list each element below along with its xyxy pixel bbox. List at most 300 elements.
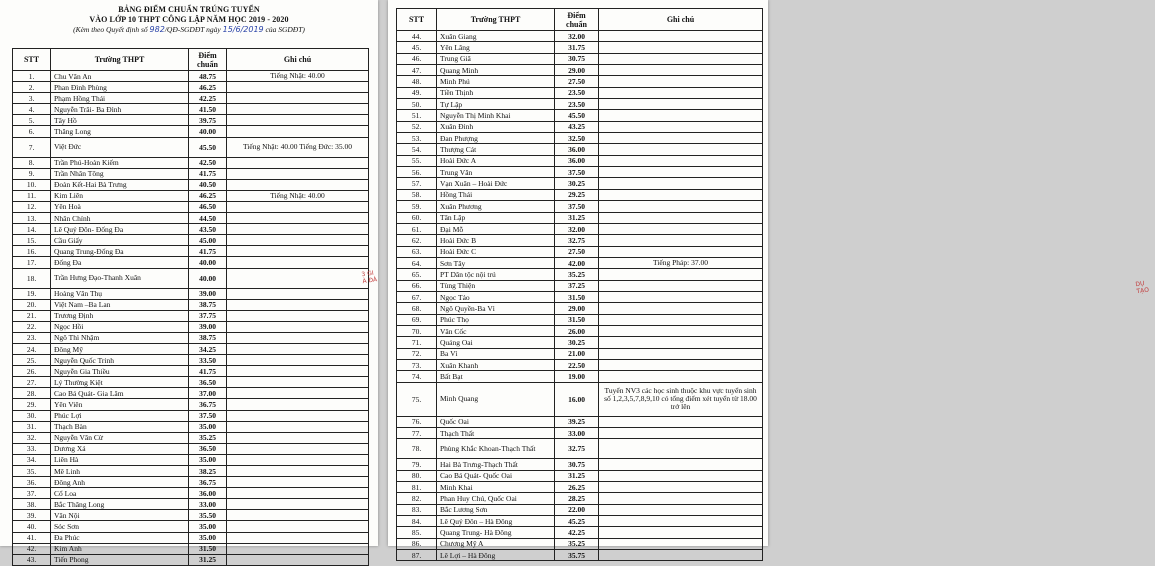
note-cell: [227, 366, 369, 377]
school-name: Thạch Thất: [437, 428, 555, 439]
school-name: Cổ Loa: [51, 488, 189, 499]
cutoff-score: 37.50: [189, 410, 227, 421]
row-number: 76.: [397, 416, 437, 427]
note-cell: [227, 477, 369, 488]
table-row: [13, 268, 369, 288]
cutoff-score: 40.50: [189, 179, 227, 190]
note-cell: [227, 104, 369, 115]
table-row: [13, 157, 369, 168]
row-number: 21.: [13, 310, 51, 321]
table-row: [13, 355, 369, 366]
note-cell: [227, 388, 369, 399]
note-cell: Tuyển NV3 các học sinh thuộc khu vực tuyển sinh số 1,2,3,5,7,8,9,10 có tổng điểm xét tuyển từ 18.00 trở lên: [599, 382, 763, 416]
note-cell: [227, 355, 369, 366]
note-cell: [599, 133, 763, 144]
row-number: 6.: [13, 126, 51, 137]
row-number: 2.: [13, 82, 51, 93]
table-row: [13, 168, 369, 179]
note-cell: [227, 82, 369, 93]
cutoff-score: 34.25: [189, 343, 227, 354]
row-number: 24.: [13, 343, 51, 354]
cutoff-score: 45.50: [189, 137, 227, 157]
row-number: 62.: [397, 235, 437, 246]
row-number: 44.: [397, 31, 437, 42]
row-number: 41.: [13, 532, 51, 543]
table-row: [397, 359, 763, 370]
note-cell: [227, 168, 369, 179]
note-cell: [599, 223, 763, 234]
table-row: [397, 201, 763, 212]
row-number: 45.: [397, 42, 437, 53]
score-table-left: [12, 48, 369, 566]
table-row: [13, 454, 369, 465]
table-row: [397, 133, 763, 144]
cutoff-score: 31.75: [555, 42, 599, 53]
school-name: Thăng Long: [51, 126, 189, 137]
row-number: 75.: [397, 382, 437, 416]
table-row: [13, 321, 369, 332]
school-name: Hoài Đức C: [437, 246, 555, 257]
school-name: Tiền Thịnh: [437, 87, 555, 98]
school-name: Vân Nội: [51, 510, 189, 521]
note-cell: [599, 246, 763, 257]
school-name: Dương Xá: [51, 443, 189, 454]
row-number: 33.: [13, 443, 51, 454]
note-cell: [599, 550, 763, 561]
table-row: [397, 167, 763, 178]
school-name: Hoàng Văn Thụ: [51, 288, 189, 299]
note-cell: [599, 178, 763, 189]
cutoff-score: 35.00: [189, 421, 227, 432]
cutoff-score: 29.25: [555, 189, 599, 200]
school-name: Mê Linh: [51, 466, 189, 477]
school-name: Hồng Thái: [437, 189, 555, 200]
table-row: [13, 310, 369, 321]
red-stamp-fragment-right: DỤ TẠO: [1135, 280, 1150, 296]
score-table-right: [396, 8, 763, 561]
table-row: [13, 115, 369, 126]
note-cell: [599, 269, 763, 280]
note-cell: [599, 482, 763, 493]
school-name: Cao Bá Quát- Quốc Oai: [437, 470, 555, 481]
school-name: Đông Mỹ: [51, 343, 189, 354]
cutoff-score: 21.00: [555, 348, 599, 359]
school-name: Trung Giã: [437, 53, 555, 64]
note-cell: [599, 87, 763, 98]
note-cell: [599, 314, 763, 325]
cutoff-score: 35.75: [555, 550, 599, 561]
note-cell: [227, 521, 369, 532]
school-name: Bắc Lương Sơn: [437, 504, 555, 515]
note-cell: [599, 325, 763, 336]
row-number: 79.: [397, 459, 437, 470]
table-header-row: [397, 9, 763, 31]
cutoff-score: 35.25: [555, 538, 599, 549]
school-name: Quốc Oai: [437, 416, 555, 427]
cutoff-score: 41.50: [189, 104, 227, 115]
school-name: Kim Anh: [51, 543, 189, 554]
row-number: 72.: [397, 348, 437, 359]
row-number: 70.: [397, 325, 437, 336]
row-number: 50.: [397, 99, 437, 110]
cutoff-score: 39.25: [555, 416, 599, 427]
table-row: [13, 126, 369, 137]
school-name: Kim Liên: [51, 190, 189, 201]
note-cell: [599, 516, 763, 527]
school-name: Đông Anh: [51, 477, 189, 488]
note-cell: [599, 110, 763, 121]
row-number: 17.: [13, 257, 51, 268]
row-number: 10.: [13, 179, 51, 190]
note-cell: [599, 144, 763, 155]
row-number: 47.: [397, 65, 437, 76]
table-row: [397, 65, 763, 76]
note-cell: [599, 42, 763, 53]
row-number: 87.: [397, 550, 437, 561]
column-header-stt: STT: [13, 49, 51, 71]
cutoff-score: 35.50: [189, 510, 227, 521]
row-number: 58.: [397, 189, 437, 200]
table-row: [13, 432, 369, 443]
row-number: 63.: [397, 246, 437, 257]
school-name: Xuân Giang: [437, 31, 555, 42]
cutoff-score: 19.00: [555, 371, 599, 382]
cutoff-score: 36.75: [189, 399, 227, 410]
table-row: [397, 482, 763, 493]
note-cell: [599, 416, 763, 427]
row-number: 27.: [13, 377, 51, 388]
table-row: [397, 371, 763, 382]
cutoff-score: 39.00: [189, 288, 227, 299]
row-number: 85.: [397, 527, 437, 538]
table-body-right: [397, 31, 763, 561]
cutoff-score: 42.25: [555, 527, 599, 538]
row-number: 53.: [397, 133, 437, 144]
school-name: Đoàn Kết-Hai Bà Trưng: [51, 179, 189, 190]
cutoff-score: 33.00: [189, 499, 227, 510]
school-name: Minh Quang: [437, 382, 555, 416]
row-number: 39.: [13, 510, 51, 521]
cutoff-score: 30.75: [555, 459, 599, 470]
document-page-left: [0, 0, 378, 565]
school-name: Liên Hà: [51, 454, 189, 465]
cutoff-score: 42.50: [189, 157, 227, 168]
row-number: 38.: [13, 499, 51, 510]
row-number: 19.: [13, 288, 51, 299]
cutoff-score: 32.00: [555, 31, 599, 42]
row-number: 31.: [13, 421, 51, 432]
row-number: 67.: [397, 291, 437, 302]
table-row: [397, 325, 763, 336]
table-row: [13, 332, 369, 343]
row-number: 3.: [13, 93, 51, 104]
school-name: Sóc Sơn: [51, 521, 189, 532]
table-header-row: [13, 49, 369, 71]
note-cell: Tiếng Nhật: 40.00: [227, 71, 369, 82]
table-row: [397, 516, 763, 527]
cutoff-score: 27.50: [555, 76, 599, 87]
cutoff-score: 39.75: [189, 115, 227, 126]
school-name: Hoài Đức A: [437, 155, 555, 166]
table-row: [13, 488, 369, 499]
cutoff-score: 32.50: [555, 133, 599, 144]
note-cell: [227, 377, 369, 388]
school-name: Trần Hưng Đạo-Thanh Xuân: [51, 268, 189, 288]
table-body-left: [13, 71, 369, 566]
cutoff-score: 33.00: [555, 428, 599, 439]
row-number: 46.: [397, 53, 437, 64]
row-number: 74.: [397, 371, 437, 382]
table-row: [397, 314, 763, 325]
note-cell: [227, 399, 369, 410]
note-cell: [227, 466, 369, 477]
table-row: [13, 201, 369, 212]
school-name: Cầu Giấy: [51, 235, 189, 246]
cutoff-score: 46.50: [189, 201, 227, 212]
table-row: [397, 550, 763, 561]
table-row: [13, 399, 369, 410]
table-row: [397, 280, 763, 291]
note-cell: [227, 332, 369, 343]
note-cell: [599, 291, 763, 302]
cutoff-score: 31.50: [555, 314, 599, 325]
table-row: [13, 224, 369, 235]
note-cell: [227, 343, 369, 354]
school-name: Xuân Đỉnh: [437, 121, 555, 132]
table-row: [13, 137, 369, 157]
cutoff-score: 32.00: [555, 223, 599, 234]
cutoff-score: 36.50: [189, 443, 227, 454]
school-name: Phan Huy Chú, Quốc Oai: [437, 493, 555, 504]
note-cell: [599, 189, 763, 200]
school-name: Tùng Thiện: [437, 280, 555, 291]
note-cell: [227, 257, 369, 268]
school-name: Đa Phúc: [51, 532, 189, 543]
row-number: 16.: [13, 246, 51, 257]
row-number: 15.: [13, 235, 51, 246]
cutoff-score: 35.00: [189, 521, 227, 532]
note-cell: Tiếng Nhật: 40.00: [227, 190, 369, 201]
row-number: 22.: [13, 321, 51, 332]
cutoff-score: 45.25: [555, 516, 599, 527]
table-row: [397, 144, 763, 155]
cutoff-score: 28.25: [555, 493, 599, 504]
school-name: Tự Lập: [437, 99, 555, 110]
cutoff-score: 29.00: [555, 65, 599, 76]
note-cell: [599, 439, 763, 459]
row-number: 61.: [397, 223, 437, 234]
cutoff-score: 36.50: [189, 377, 227, 388]
school-name: Thượng Cát: [437, 144, 555, 155]
note-cell: [227, 268, 369, 288]
cutoff-score: 36.75: [189, 477, 227, 488]
note-cell: [599, 493, 763, 504]
note-cell: [227, 235, 369, 246]
note-cell: Tiếng Nhật: 40.00 Tiếng Đức: 35.00: [227, 137, 369, 157]
note-cell: [227, 299, 369, 310]
note-cell: [227, 93, 369, 104]
note-cell: [599, 212, 763, 223]
cutoff-score: 35.25: [555, 269, 599, 280]
school-name: Nguyễn Quốc Trinh: [51, 355, 189, 366]
cutoff-score: 40.00: [189, 268, 227, 288]
note-cell: [599, 459, 763, 470]
school-name: Quảng Oai: [437, 337, 555, 348]
row-number: 43.: [13, 554, 51, 565]
school-name: Xuân Khanh: [437, 359, 555, 370]
table-row: [13, 477, 369, 488]
cutoff-score: 43.50: [189, 224, 227, 235]
cutoff-score: 43.25: [555, 121, 599, 132]
cutoff-score: 40.00: [189, 257, 227, 268]
table-row: [397, 538, 763, 549]
row-number: 5.: [13, 115, 51, 126]
document-header: [0, 5, 378, 35]
note-cell: [599, 65, 763, 76]
row-number: 83.: [397, 504, 437, 515]
row-number: 9.: [13, 168, 51, 179]
cutoff-score: 35.00: [189, 454, 227, 465]
note-cell: [227, 115, 369, 126]
note-cell: [599, 371, 763, 382]
note-cell: [599, 121, 763, 132]
cutoff-score: 37.50: [555, 201, 599, 212]
school-name: Đại Mỗ: [437, 223, 555, 234]
note-cell: [599, 359, 763, 370]
cutoff-score: 26.25: [555, 482, 599, 493]
school-name: Lê Quý Đôn- Đống Đa: [51, 224, 189, 235]
cutoff-score: 30.75: [555, 53, 599, 64]
cutoff-score: 37.25: [555, 280, 599, 291]
school-name: Xuân Phương: [437, 201, 555, 212]
school-name: Nguyễn Thị Minh Khai: [437, 110, 555, 121]
table-row: [397, 257, 763, 268]
row-number: 1.: [13, 71, 51, 82]
note-cell: [227, 213, 369, 224]
school-name: Quang Minh: [437, 65, 555, 76]
school-name: Ngọc Tảo: [437, 291, 555, 302]
cutoff-score: 46.25: [189, 190, 227, 201]
table-row: [397, 470, 763, 481]
cutoff-score: 41.75: [189, 168, 227, 179]
school-name: Phùng Khắc Khoan-Thạch Thất: [437, 439, 555, 459]
note-cell: [227, 532, 369, 543]
cutoff-score: 26.00: [555, 325, 599, 336]
school-name: Phúc Thọ: [437, 314, 555, 325]
school-name: Ngọc Hồi: [51, 321, 189, 332]
decision-number-handwritten: 982: [149, 25, 165, 34]
table-row: [13, 213, 369, 224]
cutoff-score: 30.25: [555, 337, 599, 348]
table-row: [397, 291, 763, 302]
school-name: Tân Lập: [437, 212, 555, 223]
table-row: [13, 288, 369, 299]
school-name: Quang Trung- Hà Đông: [437, 527, 555, 538]
cutoff-score: 41.75: [189, 246, 227, 257]
cutoff-score: 38.75: [189, 299, 227, 310]
row-number: 42.: [13, 543, 51, 554]
table-row: [397, 246, 763, 257]
table-row: [13, 543, 369, 554]
row-number: 69.: [397, 314, 437, 325]
header-title: BẢNG ĐIỂM CHUẨN TRÚNG TUYỂN: [118, 5, 260, 14]
row-number: 66.: [397, 280, 437, 291]
table-row: [13, 179, 369, 190]
row-number: 34.: [13, 454, 51, 465]
column-header-note: Ghi chú: [227, 49, 369, 71]
table-row: [397, 527, 763, 538]
table-row: [13, 466, 369, 477]
school-name: PT Dân tộc nội trú: [437, 269, 555, 280]
cutoff-score: 41.75: [189, 366, 227, 377]
school-name: Sơn Tây: [437, 257, 555, 268]
row-number: 81.: [397, 482, 437, 493]
school-name: Hai Bà Trưng-Thạch Thất: [437, 459, 555, 470]
school-name: Vạn Xuân – Hoài Đức: [437, 178, 555, 189]
school-name: Yên Viên: [51, 399, 189, 410]
school-name: Minh Phú: [437, 76, 555, 87]
table-row: [13, 235, 369, 246]
note-cell: [599, 31, 763, 42]
row-number: 86.: [397, 538, 437, 549]
school-name: Thạch Bàn: [51, 421, 189, 432]
cutoff-score: 33.50: [189, 355, 227, 366]
table-row: [397, 178, 763, 189]
table-row: [397, 212, 763, 223]
cutoff-score: 44.50: [189, 213, 227, 224]
note-cell: [599, 470, 763, 481]
row-number: 71.: [397, 337, 437, 348]
table-row: [397, 155, 763, 166]
cutoff-score: 35.25: [189, 432, 227, 443]
table-row: [13, 71, 369, 82]
row-number: 12.: [13, 201, 51, 212]
cutoff-score: 23.50: [555, 87, 599, 98]
school-name: Vân Cốc: [437, 325, 555, 336]
note-cell: [227, 157, 369, 168]
cutoff-score: 45.00: [189, 235, 227, 246]
cutoff-score: 42.25: [189, 93, 227, 104]
table-row: [397, 428, 763, 439]
table-row: [13, 521, 369, 532]
row-number: 54.: [397, 144, 437, 155]
table-row: [13, 532, 369, 543]
row-number: 18.: [13, 268, 51, 288]
school-name: Lê Quý Đôn – Hà Đông: [437, 516, 555, 527]
table-row: [397, 189, 763, 200]
table-row: [397, 31, 763, 42]
school-name: Chu Văn An: [51, 71, 189, 82]
cutoff-score: 42.00: [555, 257, 599, 268]
table-row: [397, 87, 763, 98]
note-cell: [227, 321, 369, 332]
note-cell: [599, 155, 763, 166]
note-cell: [227, 488, 369, 499]
table-row: [397, 76, 763, 87]
cutoff-score: 29.00: [555, 303, 599, 314]
cutoff-score: 38.25: [189, 466, 227, 477]
row-number: 52.: [397, 121, 437, 132]
table-row: [13, 343, 369, 354]
school-name: Hoài Đức B: [437, 235, 555, 246]
table-row: [397, 42, 763, 53]
note-cell: [227, 499, 369, 510]
note-cell: [599, 167, 763, 178]
row-number: 57.: [397, 178, 437, 189]
note-cell: [227, 179, 369, 190]
school-name: Tây Hồ: [51, 115, 189, 126]
note-cell: [227, 310, 369, 321]
